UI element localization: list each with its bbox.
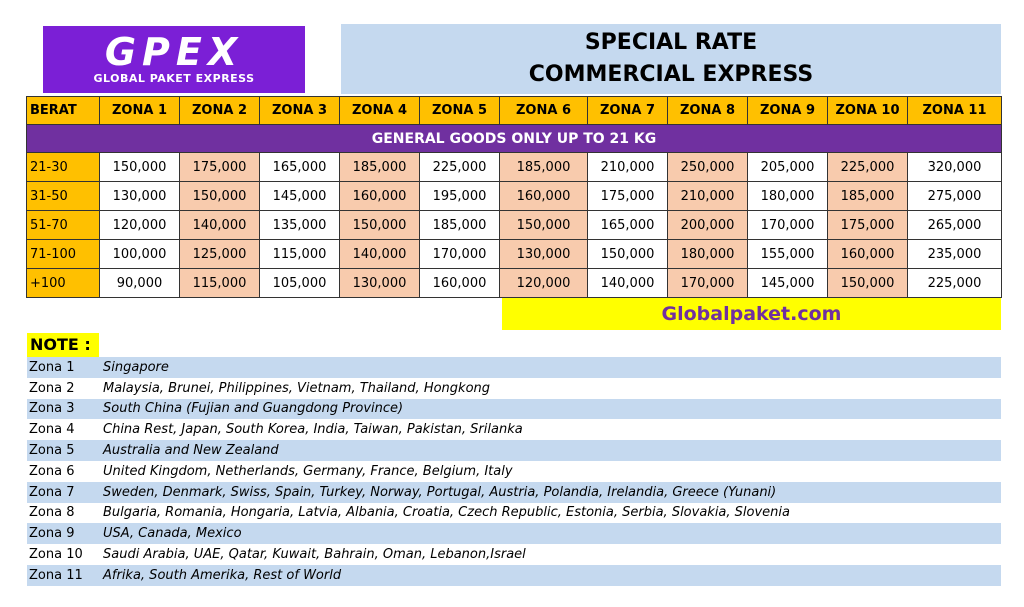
- header-zona-6: ZONA 6: [500, 97, 588, 125]
- note-zone-label: Zona 10: [29, 547, 83, 563]
- price-cell: 170,000: [748, 211, 828, 240]
- price-cell: 225,000: [908, 269, 1002, 298]
- header-zona-4: ZONA 4: [340, 97, 420, 125]
- price-cell: 150,000: [100, 153, 180, 182]
- price-cell: 155,000: [748, 240, 828, 269]
- rate-rows: [27, 153, 1002, 298]
- header-zona-5: ZONA 5: [420, 97, 500, 125]
- price-cell: 265,000: [908, 211, 1002, 240]
- note-title: NOTE :: [27, 333, 99, 357]
- page-title: [341, 24, 1001, 94]
- price-cell: 185,000: [500, 153, 588, 182]
- header-zona-3: ZONA 3: [260, 97, 340, 125]
- price-cell: 100,000: [100, 240, 180, 269]
- table-row: [27, 240, 1002, 269]
- note-countries: Afrika, South Amerika, Rest of World: [103, 567, 342, 583]
- price-cell: 185,000: [828, 182, 908, 211]
- title-line-1: SPECIAL RATE: [584, 30, 758, 55]
- price-cell: 135,000: [260, 211, 340, 240]
- price-cell: 105,000: [260, 269, 340, 298]
- price-cell: 175,000: [828, 211, 908, 240]
- price-cell: 125,000: [180, 240, 260, 269]
- list-item: [27, 565, 1001, 586]
- price-cell: 195,000: [420, 182, 500, 211]
- logo-tagline: GLOBAL PAKET EXPRESS: [93, 72, 255, 85]
- price-cell: 90,000: [100, 269, 180, 298]
- price-cell: 275,000: [908, 182, 1002, 211]
- price-cell: 150,000: [180, 182, 260, 211]
- price-cell: 175,000: [180, 153, 260, 182]
- title-line-2: COMMERCIAL EXPRESS: [528, 62, 814, 87]
- weight-cell: 31-50: [27, 182, 100, 211]
- note-zone-label: Zona 9: [29, 526, 75, 542]
- banner-row: [27, 125, 1002, 153]
- note-countries: Malaysia, Brunei, Philippines, Vietnam, Thailand, Hongkong: [103, 380, 491, 396]
- note-zone-label: Zona 7: [29, 484, 75, 500]
- price-cell: 180,000: [748, 182, 828, 211]
- price-cell: 160,000: [420, 269, 500, 298]
- note-zone-label: Zona 3: [29, 401, 75, 417]
- general-goods-banner: GENERAL GOODS ONLY UP TO 21 KG: [27, 125, 1002, 153]
- note-zone-label: Zona 8: [29, 505, 75, 521]
- weight-cell: +100: [27, 269, 100, 298]
- header-zona-11: ZONA 11: [908, 97, 1002, 125]
- note-zone-label: Zona 4: [29, 422, 75, 438]
- note-countries: China Rest, Japan, South Korea, India, Taiwan, Pakistan, Srilanka: [103, 422, 523, 438]
- list-item: [27, 523, 1001, 544]
- price-cell: 150,000: [588, 240, 668, 269]
- price-cell: 210,000: [588, 153, 668, 182]
- price-cell: 130,000: [500, 240, 588, 269]
- price-cell: 320,000: [908, 153, 1002, 182]
- header-row: [27, 97, 1002, 125]
- header-zona-1: ZONA 1: [100, 97, 180, 125]
- note-countries: USA, Canada, Mexico: [103, 526, 242, 542]
- list-item: [27, 357, 1001, 378]
- price-cell: 130,000: [340, 269, 420, 298]
- list-item: [27, 378, 1001, 399]
- table-row: [27, 269, 1002, 298]
- note-zone-label: Zona 5: [29, 443, 75, 459]
- price-cell: 130,000: [100, 182, 180, 211]
- weight-cell: 21-30: [27, 153, 100, 182]
- note-countries: United Kingdom, Netherlands, Germany, France, Belgium, Italy: [103, 463, 513, 479]
- price-cell: 150,000: [500, 211, 588, 240]
- weight-cell: 71-100: [27, 240, 100, 269]
- list-item: [27, 419, 1001, 440]
- price-cell: 115,000: [180, 269, 260, 298]
- price-cell: 225,000: [828, 153, 908, 182]
- header-zona-8: ZONA 8: [668, 97, 748, 125]
- price-cell: 140,000: [588, 269, 668, 298]
- price-cell: 205,000: [748, 153, 828, 182]
- price-cell: 150,000: [828, 269, 908, 298]
- header-zona-7: ZONA 7: [588, 97, 668, 125]
- list-item: [27, 440, 1001, 461]
- list-item: [27, 399, 1001, 420]
- price-cell: 145,000: [260, 182, 340, 211]
- list-item: [27, 482, 1001, 503]
- price-cell: 160,000: [340, 182, 420, 211]
- price-cell: 185,000: [340, 153, 420, 182]
- price-cell: 235,000: [908, 240, 1002, 269]
- price-cell: 250,000: [668, 153, 748, 182]
- logo-wordmark: GPEX: [104, 30, 244, 74]
- price-cell: 120,000: [500, 269, 588, 298]
- price-cell: 185,000: [420, 211, 500, 240]
- note-countries: Singapore: [103, 359, 169, 375]
- table-row: [27, 211, 1002, 240]
- price-cell: 160,000: [500, 182, 588, 211]
- price-cell: 180,000: [668, 240, 748, 269]
- price-cell: 160,000: [828, 240, 908, 269]
- rate-table: [26, 96, 1002, 298]
- price-cell: 165,000: [260, 153, 340, 182]
- price-cell: 150,000: [340, 211, 420, 240]
- header-zona-10: ZONA 10: [828, 97, 908, 125]
- note-zone-label: Zona 1: [29, 359, 75, 375]
- price-cell: 170,000: [420, 240, 500, 269]
- weight-cell: 51-70: [27, 211, 100, 240]
- list-item: [27, 544, 1001, 565]
- price-cell: 170,000: [668, 269, 748, 298]
- zone-notes-list: [27, 357, 1001, 586]
- list-item: [27, 503, 1001, 524]
- note-zone-label: Zona 6: [29, 463, 75, 479]
- note-countries: Saudi Arabia, UAE, Qatar, Kuwait, Bahrain, Oman, Lebanon,Israel: [103, 547, 526, 563]
- note-zone-label: Zona 11: [29, 567, 83, 583]
- note-countries: Australia and New Zealand: [103, 443, 279, 459]
- note-zone-label: Zona 2: [29, 380, 75, 396]
- gpex-logo: [43, 26, 305, 93]
- note-countries: Bulgaria, Romania, Hongaria, Latvia, Albania, Croatia, Czech Republic, Estonia, Serbia, Slovakia, Slovenia: [103, 505, 790, 521]
- header-berat: BERAT: [27, 97, 100, 125]
- price-cell: 175,000: [588, 182, 668, 211]
- price-cell: 140,000: [180, 211, 260, 240]
- price-cell: 140,000: [340, 240, 420, 269]
- price-cell: 145,000: [748, 269, 828, 298]
- header-zona-2: ZONA 2: [180, 97, 260, 125]
- price-cell: 225,000: [420, 153, 500, 182]
- price-cell: 210,000: [668, 182, 748, 211]
- note-countries: South China (Fujian and Guangdong Province): [103, 401, 404, 417]
- header-zona-9: ZONA 9: [748, 97, 828, 125]
- price-cell: 165,000: [588, 211, 668, 240]
- table-row: [27, 182, 1002, 211]
- website-label: Globalpaket.com: [502, 298, 1001, 330]
- note-countries: Sweden, Denmark, Swiss, Spain, Turkey, Norway, Portugal, Austria, Polandia, Irelandia, Greece (Yunani): [103, 484, 777, 500]
- price-cell: 120,000: [100, 211, 180, 240]
- list-item: [27, 461, 1001, 482]
- price-cell: 200,000: [668, 211, 748, 240]
- price-cell: 115,000: [260, 240, 340, 269]
- table-row: [27, 153, 1002, 182]
